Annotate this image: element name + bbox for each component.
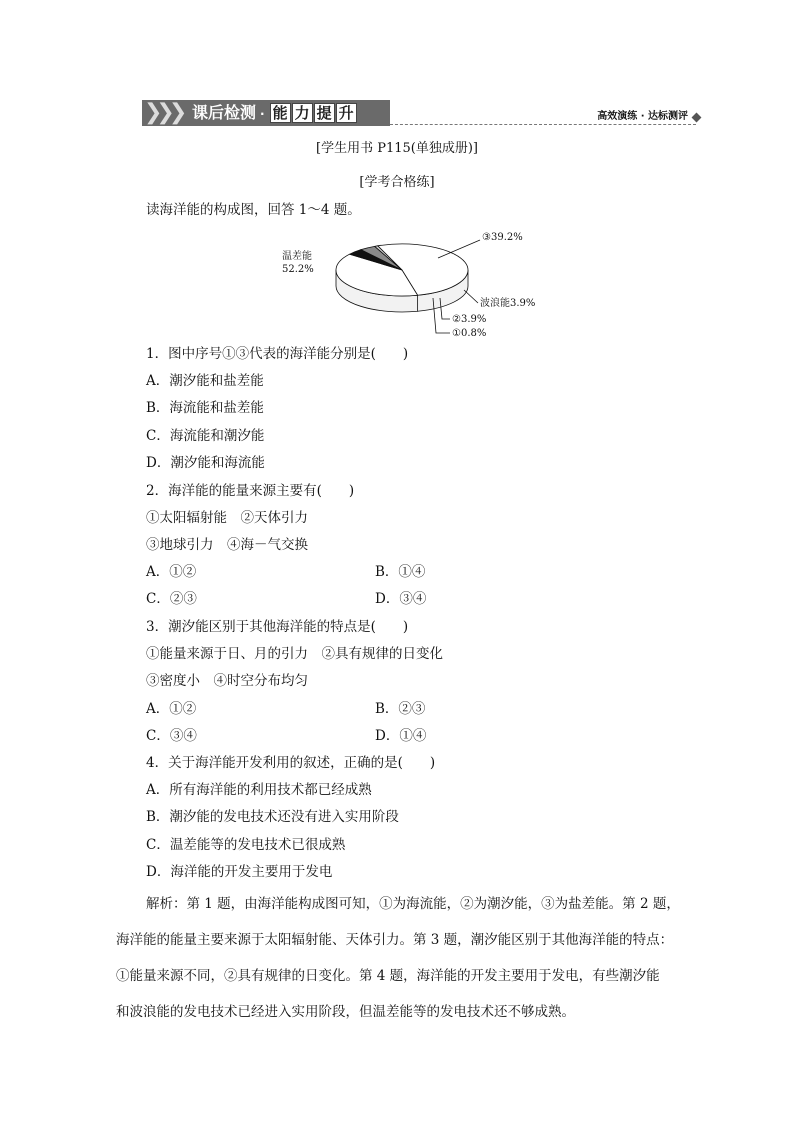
q2-choices-2: ③地球引力 ④海－气交换 bbox=[146, 537, 308, 553]
q2-stem: 2．海洋能的能量来源主要有( ) bbox=[146, 483, 355, 499]
banner-char-4: 升 bbox=[336, 103, 357, 123]
diamond-icon bbox=[692, 113, 702, 123]
banner-char-3: 提 bbox=[314, 103, 335, 123]
q3-option-c: C．③④ bbox=[146, 728, 197, 744]
q3-option-a: A．①② bbox=[146, 701, 197, 717]
analysis-line-2: 海洋能的能量主要来源于太阳辐射能、天体引力。第 3 题，潮汐能区别于其他海洋能的特点： bbox=[116, 932, 674, 948]
q1-option-d: D．潮汐能和海流能 bbox=[146, 455, 265, 471]
q2-option-b: B．①④ bbox=[375, 564, 426, 580]
label-bolang: 波浪能3.9% bbox=[480, 298, 536, 309]
q4-option-c: C．温差能等的发电技术已很成熟 bbox=[146, 837, 346, 853]
label-s1: ①0.8% bbox=[452, 328, 487, 339]
q3-stem: 3．潮汐能区别于其他海洋能的特点是( ) bbox=[146, 619, 409, 635]
analysis-line-3: ①能量来源不同，②具有规律的日变化。第 4 题，海洋能的开发主要用于发电，有些潮汐能 bbox=[116, 968, 660, 984]
q1-option-c: C．海流能和潮汐能 bbox=[146, 428, 265, 444]
q4-option-d: D．海洋能的开发主要用于发电 bbox=[146, 864, 333, 880]
label-wencha-value: 52.2% bbox=[282, 264, 314, 275]
section-banner bbox=[142, 100, 702, 128]
q4-option-b: B．潮汐能的发电技术还没有进入实用阶段 bbox=[146, 809, 399, 825]
q3-option-d: D．①④ bbox=[375, 728, 427, 744]
banner-char-1: 能 bbox=[270, 103, 291, 123]
label-s2: ②3.9% bbox=[452, 314, 487, 325]
banner-char-2: 力 bbox=[292, 103, 313, 123]
banner-title bbox=[192, 100, 357, 127]
q2-option-a: A．①② bbox=[146, 564, 197, 580]
analysis-line-1: 解析：第 1 题，由海洋能构成图可知，①为海流能，②为潮汐能，③为盐差能。第 2 题， bbox=[146, 896, 680, 912]
leader-s3 bbox=[438, 240, 480, 258]
intro-text: 读海洋能的构成图，回答 1～4 题。 bbox=[146, 202, 361, 218]
source-note: [学生用书 P115(单独成册)] bbox=[316, 141, 478, 156]
pie-shapes bbox=[336, 244, 468, 312]
q2-choices-1: ①太阳辐射能 ②天体引力 bbox=[146, 510, 308, 526]
banner-right-text: 高效演练 · 达标测评 bbox=[597, 111, 688, 122]
q2-option-d: D．③④ bbox=[375, 591, 427, 607]
leader-bolang bbox=[464, 290, 478, 303]
banner-divider bbox=[390, 124, 696, 125]
label-wencha-name: 温差能 bbox=[282, 251, 312, 262]
q1-option-a: A．潮汐能和盐差能 bbox=[146, 373, 264, 389]
q2-option-c: C．②③ bbox=[146, 591, 197, 607]
analysis-line-4: 和波浪能的发电技术已经进入实用阶段，但温差能等的发电技术还不够成熟。 bbox=[116, 1004, 575, 1020]
label-s3: ③39.2% bbox=[482, 232, 523, 243]
q3-choices-1: ①能量来源于日、月的引力 ②具有规律的日变化 bbox=[146, 646, 443, 662]
q1-option-b: B．海流能和盐差能 bbox=[146, 400, 264, 416]
banner-dot: · bbox=[260, 107, 265, 121]
q4-option-a: A．所有海洋能的利用技术都已经成熟 bbox=[146, 782, 372, 798]
section-title: [学考合格练] bbox=[359, 175, 435, 190]
chevron-arrows-icon: ❯❯❯ bbox=[144, 100, 182, 125]
q1-stem: 1．图中序号①③代表的海洋能分别是( ) bbox=[146, 346, 409, 362]
pie-chart bbox=[270, 222, 570, 344]
banner-title-left: 课后检测 bbox=[192, 103, 257, 122]
q4-stem: 4．关于海洋能开发利用的叙述，正确的是( ) bbox=[146, 755, 436, 771]
q3-option-b: B．②③ bbox=[375, 701, 426, 717]
q3-choices-2: ③密度小 ④时空分布均匀 bbox=[146, 673, 308, 689]
